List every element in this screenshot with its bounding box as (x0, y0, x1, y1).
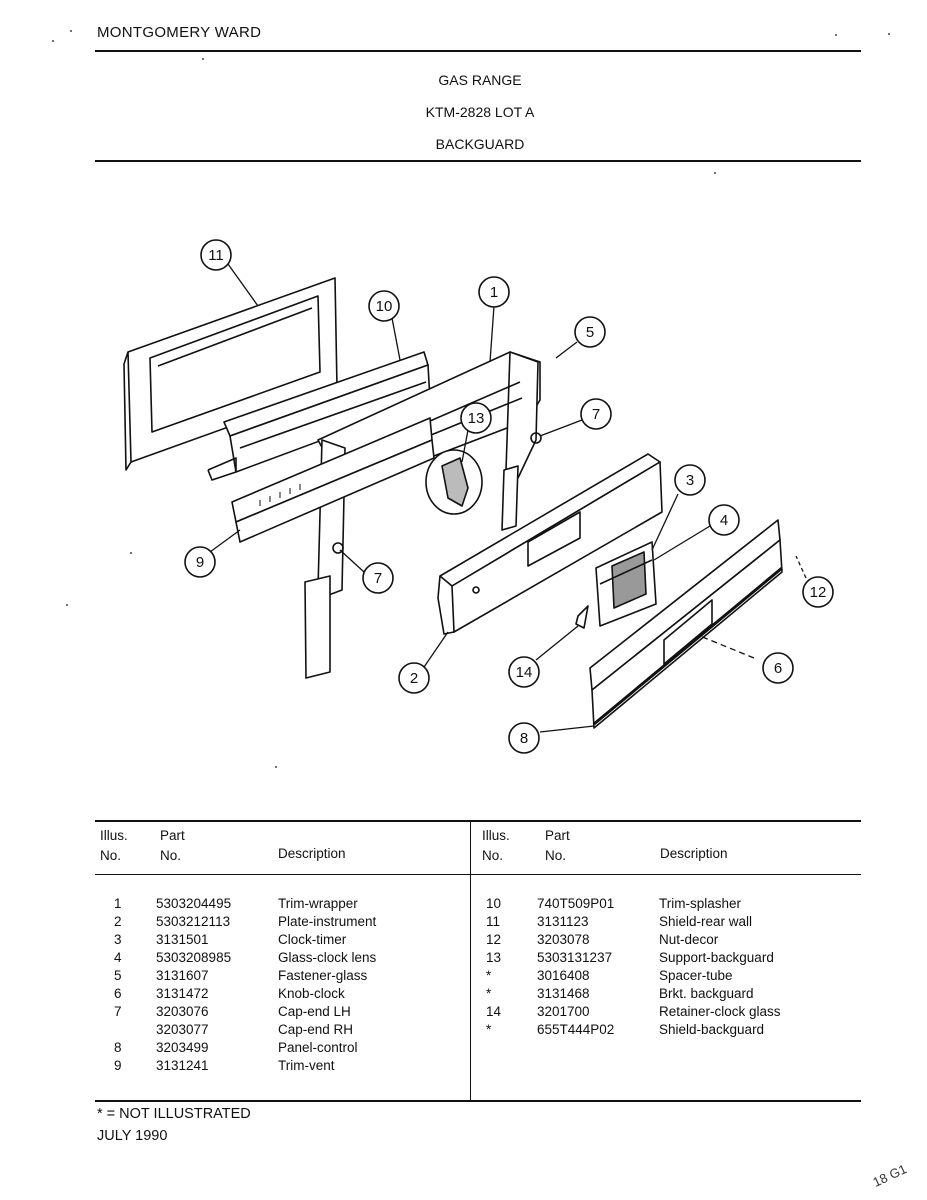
part-number: 3131123 (537, 914, 589, 929)
part-number: 3203077 (156, 1022, 209, 1037)
illus-number: * (486, 986, 492, 1001)
publication-date: JULY 1990 (97, 1128, 168, 1144)
scan-speck (275, 766, 277, 768)
part-description: Clock-timer (278, 932, 347, 947)
part-description: Brkt. backguard (659, 986, 754, 1001)
clock-timer-part (596, 542, 656, 626)
part-description: Cap-end RH (278, 1022, 354, 1037)
callout-7-right: 7 (591, 406, 601, 423)
part-description: Shield-backguard (659, 1022, 765, 1037)
callout-10: 10 (375, 298, 393, 315)
callout-12: 12 (809, 584, 827, 601)
illus-number: 2 (114, 914, 122, 929)
title-model: KTM-2828 LOT A (425, 104, 535, 120)
part-number: 3131241 (156, 1058, 209, 1073)
part-description: Knob-clock (278, 986, 345, 1001)
part-description: Support-backguard (659, 950, 774, 965)
part-number: 655T444P02 (537, 1022, 615, 1037)
part-description: Plate-instrument (278, 914, 377, 929)
illus-number: 11 (486, 914, 501, 929)
support-backguard-part (426, 450, 482, 514)
illus-number: * (486, 1022, 492, 1037)
callout-3: 3 (685, 472, 695, 489)
scan-speck (202, 58, 204, 60)
part-number: 3131501 (156, 932, 209, 947)
illus-number: 9 (114, 1058, 122, 1073)
part-number: 3131607 (156, 968, 209, 983)
table-rule-header (95, 874, 861, 875)
scan-speck (66, 604, 68, 606)
callout-13: 13 (467, 410, 485, 427)
illus-number: 1 (114, 896, 122, 911)
table-rule-bottom (95, 1100, 861, 1102)
part-description: Fastener-glass (278, 968, 368, 983)
part-number: 5303131237 (537, 950, 613, 965)
brand-name: MONTGOMERY WARD (97, 24, 262, 41)
part-description: Glass-clock lens (278, 950, 377, 965)
illus-number: 7 (114, 1004, 122, 1019)
illus-number: 8 (114, 1040, 122, 1055)
title-product: GAS RANGE (438, 72, 522, 88)
illus-number: 13 (486, 950, 502, 965)
part-description: Trim-splasher (659, 896, 742, 911)
part-number: 740T509P01 (537, 896, 615, 911)
scan-speck (835, 34, 837, 36)
retainer-clock-glass-part (576, 606, 588, 628)
part-number: 3203078 (537, 932, 590, 947)
illus-number: 5 (114, 968, 122, 983)
part-number: 3131472 (156, 986, 209, 1001)
part-number: 5303208985 (156, 950, 232, 965)
callout-6: 6 (773, 660, 783, 677)
part-number: 5303204495 (156, 896, 232, 911)
title-section: BACKGUARD (435, 136, 525, 152)
scan-speck (52, 40, 54, 42)
table-column-divider (470, 822, 471, 1100)
illus-number: 3 (114, 932, 122, 947)
panel-control-part (590, 520, 782, 728)
callout-5: 5 (585, 324, 595, 341)
illus-number: 14 (486, 1004, 502, 1019)
illus-number: 4 (114, 950, 122, 965)
callout-9: 9 (195, 554, 205, 571)
callout-14: 14 (515, 664, 533, 681)
scan-speck (70, 30, 72, 32)
right-header-illus: Illus. No. (482, 828, 510, 863)
illus-number: 12 (486, 932, 502, 947)
right-header-description: Description (660, 846, 728, 861)
scan-speck (888, 33, 890, 35)
part-description: Spacer-tube (659, 968, 733, 983)
part-number: 3131468 (537, 986, 590, 1001)
part-number: 3203499 (156, 1040, 209, 1055)
corner-handwritten-mark: 18 G1 (870, 1161, 909, 1190)
callout-7-left: 7 (373, 570, 383, 587)
part-description: Nut-decor (659, 932, 719, 947)
right-header-part: Part No. (545, 828, 570, 863)
part-number: 5303212113 (156, 914, 231, 929)
part-number: 3201700 (537, 1004, 590, 1019)
part-description: Shield-rear wall (659, 914, 753, 929)
part-description: Retainer-clock glass (659, 1004, 781, 1019)
illus-number: * (486, 968, 492, 983)
callout-2: 2 (409, 670, 419, 687)
part-description: Trim-wrapper (278, 896, 358, 911)
part-description: Cap-end LH (278, 1004, 351, 1019)
callout-1: 1 (489, 284, 499, 301)
left-header-description: Description (278, 846, 346, 861)
scan-speck (130, 552, 132, 554)
part-description: Panel-control (278, 1040, 358, 1055)
left-header-illus: Illus. No. (100, 828, 128, 863)
callout-11: 11 (208, 247, 224, 264)
part-number: 3203076 (156, 1004, 209, 1019)
illus-number: 6 (114, 986, 122, 1001)
part-number: 3016408 (537, 968, 590, 983)
callout-8: 8 (519, 730, 529, 747)
part-description: Trim-vent (278, 1058, 335, 1073)
left-header-part: Part No. (160, 828, 185, 863)
illus-number: 10 (486, 896, 502, 911)
scan-speck (714, 172, 716, 174)
callout-4: 4 (719, 512, 729, 529)
table-rule-top (95, 820, 861, 822)
not-illustrated-note: * = NOT ILLUSTRATED (97, 1106, 251, 1122)
